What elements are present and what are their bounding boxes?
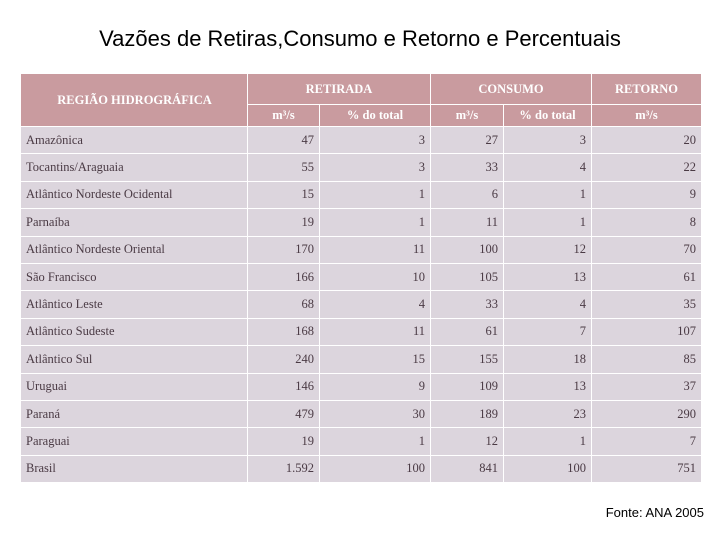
value-cell: 19	[248, 209, 320, 236]
value-cell: 7	[592, 428, 702, 455]
table-row	[21, 428, 702, 455]
value-cell: 1	[320, 428, 431, 455]
value-cell: 7	[504, 318, 592, 345]
value-cell: 37	[592, 373, 702, 400]
value-cell: 13	[504, 373, 592, 400]
region-name-cell: Atlântico Nordeste Ocidental	[21, 181, 248, 208]
value-cell: 166	[248, 263, 320, 290]
header-percent: % do total	[504, 105, 592, 127]
value-cell: 11	[431, 209, 504, 236]
header-retorno: RETORNO	[592, 74, 702, 105]
table-row	[21, 209, 702, 236]
value-cell: 61	[431, 318, 504, 345]
value-cell: 68	[248, 291, 320, 318]
value-cell: 15	[320, 346, 431, 373]
value-cell: 70	[592, 236, 702, 263]
value-cell: 55	[248, 154, 320, 181]
value-cell: 6	[431, 181, 504, 208]
value-cell: 168	[248, 318, 320, 345]
value-cell: 1	[504, 209, 592, 236]
value-cell: 100	[320, 455, 431, 482]
value-cell: 12	[504, 236, 592, 263]
header-consumo: CONSUMO	[431, 74, 592, 105]
header-retirada: RETIRADA	[248, 74, 431, 105]
value-cell: 1	[320, 181, 431, 208]
region-name-cell: Brasil	[21, 455, 248, 482]
value-cell: 4	[504, 154, 592, 181]
region-name-cell: São Francisco	[21, 263, 248, 290]
header-unit: m³/s	[592, 105, 702, 127]
value-cell: 85	[592, 346, 702, 373]
value-cell: 155	[431, 346, 504, 373]
value-cell: 20	[592, 127, 702, 154]
value-cell: 33	[431, 291, 504, 318]
value-cell: 19	[248, 428, 320, 455]
value-cell: 240	[248, 346, 320, 373]
value-cell: 290	[592, 400, 702, 427]
table-row	[21, 236, 702, 263]
value-cell: 27	[431, 127, 504, 154]
value-cell: 8	[592, 209, 702, 236]
value-cell: 33	[431, 154, 504, 181]
value-cell: 30	[320, 400, 431, 427]
header-percent: % do total	[320, 105, 431, 127]
table-row	[21, 400, 702, 427]
value-cell: 1	[504, 428, 592, 455]
header-unit: m³/s	[248, 105, 320, 127]
table-row	[21, 263, 702, 290]
value-cell: 4	[504, 291, 592, 318]
value-cell: 841	[431, 455, 504, 482]
header-region: REGIÃO HIDROGRÁFICA	[21, 74, 248, 127]
value-cell: 170	[248, 236, 320, 263]
value-cell: 9	[592, 181, 702, 208]
value-cell: 4	[320, 291, 431, 318]
value-cell: 146	[248, 373, 320, 400]
value-cell: 107	[592, 318, 702, 345]
region-name-cell: Atlântico Sudeste	[21, 318, 248, 345]
region-name-cell: Atlântico Leste	[21, 291, 248, 318]
table-row	[21, 127, 702, 154]
table-row	[21, 455, 702, 482]
region-name-cell: Tocantins/Araguaia	[21, 154, 248, 181]
value-cell: 189	[431, 400, 504, 427]
source-note: Fonte: ANA 2005	[605, 505, 704, 520]
value-cell: 22	[592, 154, 702, 181]
region-name-cell: Parnaíba	[21, 209, 248, 236]
header-unit: m³/s	[431, 105, 504, 127]
region-name-cell: Paraguai	[21, 428, 248, 455]
region-name-cell: Amazônica	[21, 127, 248, 154]
value-cell: 61	[592, 263, 702, 290]
table-row	[21, 154, 702, 181]
slide-title: Vazões de Retiras,Consumo e Retorno e Percentuais	[99, 26, 621, 51]
value-cell: 1.592	[248, 455, 320, 482]
value-cell: 100	[504, 455, 592, 482]
value-cell: 1	[504, 181, 592, 208]
value-cell: 15	[248, 181, 320, 208]
value-cell: 751	[592, 455, 702, 482]
table-row	[21, 181, 702, 208]
value-cell: 9	[320, 373, 431, 400]
region-name-cell: Atlântico Sul	[21, 346, 248, 373]
value-cell: 47	[248, 127, 320, 154]
table-row	[21, 373, 702, 400]
value-cell: 479	[248, 400, 320, 427]
header-row-groups	[21, 74, 702, 105]
table-row	[21, 346, 702, 373]
value-cell: 23	[504, 400, 592, 427]
value-cell: 11	[320, 236, 431, 263]
value-cell: 105	[431, 263, 504, 290]
value-cell: 18	[504, 346, 592, 373]
table-row	[21, 291, 702, 318]
region-name-cell: Uruguai	[21, 373, 248, 400]
region-name-cell: Paraná	[21, 400, 248, 427]
value-cell: 3	[504, 127, 592, 154]
value-cell: 3	[320, 127, 431, 154]
value-cell: 3	[320, 154, 431, 181]
value-cell: 100	[431, 236, 504, 263]
table-row	[21, 318, 702, 345]
value-cell: 11	[320, 318, 431, 345]
value-cell: 109	[431, 373, 504, 400]
value-cell: 13	[504, 263, 592, 290]
value-cell: 10	[320, 263, 431, 290]
value-cell: 12	[431, 428, 504, 455]
region-name-cell: Atlântico Nordeste Oriental	[21, 236, 248, 263]
water-flow-table	[20, 73, 702, 483]
value-cell: 35	[592, 291, 702, 318]
value-cell: 1	[320, 209, 431, 236]
table-body	[21, 127, 702, 483]
